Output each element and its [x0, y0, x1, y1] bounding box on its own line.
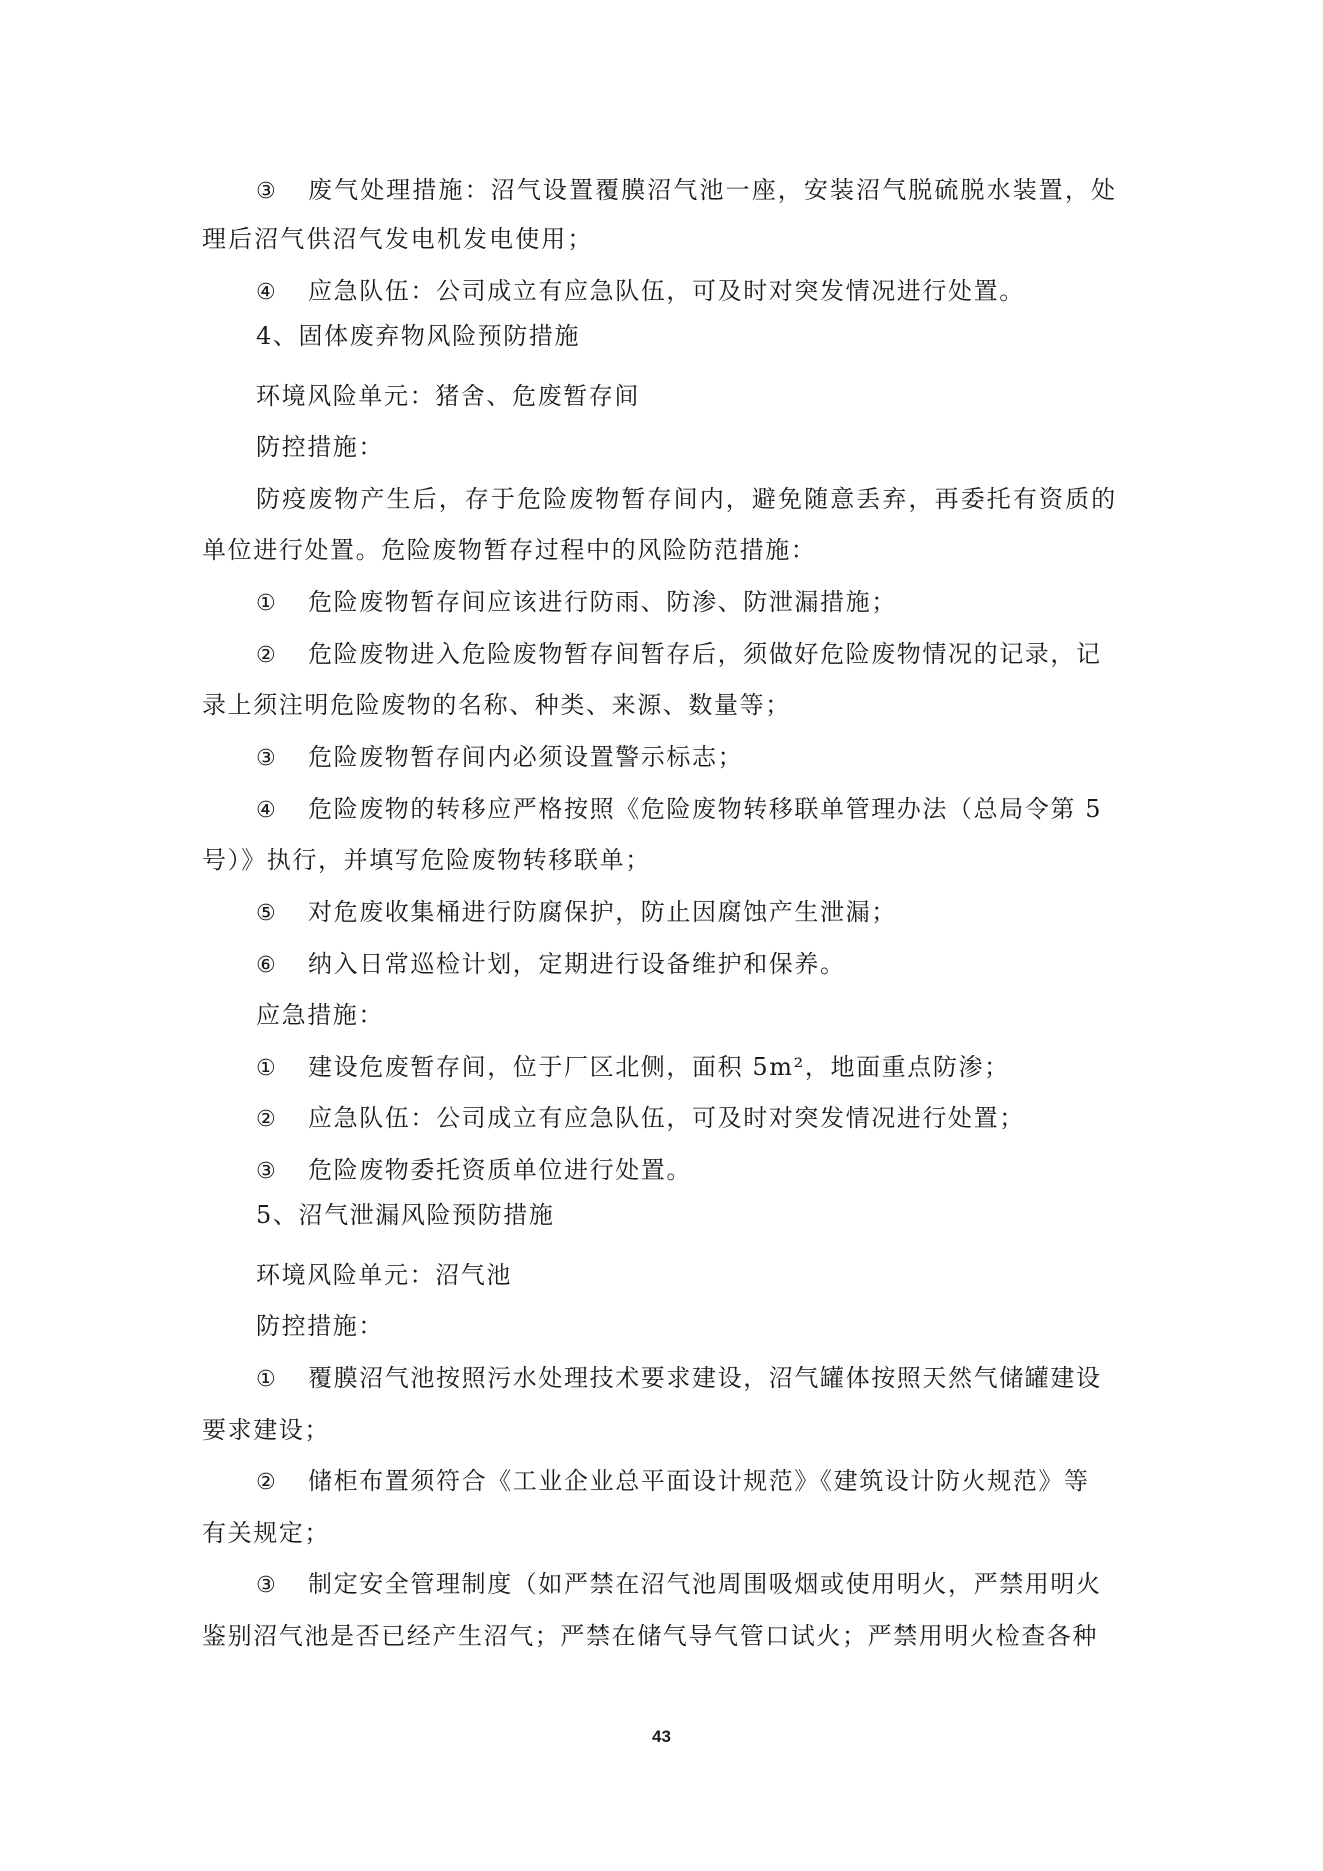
paragraph-text: 防疫废物产生后，存于危险废物暂存间内，避免随意丢弃，再委托有资质的 [256, 485, 1118, 513]
paragraph-continuation: 有关规定； [202, 1519, 330, 1547]
paragraph-text: 危险废物进入危险废物暂存间暂存后，须做好危险废物情况的记录，记 [308, 640, 1102, 668]
list-item [256, 1154, 692, 1188]
paragraph-text: 应急措施： [256, 1001, 384, 1029]
paragraph-text: 危险废物的转移应严格按照《危险废物转移联单管理办法（总局令第 5 [308, 795, 1103, 823]
paragraph-text: 废气处理措施：沼气设置覆膜沼气池一座，安装沼气脱硫脱水装置，处 [308, 176, 1118, 204]
paragraph-text: 对危废收集桶进行防腐保护，防止因腐蚀产生泄漏； [308, 898, 897, 926]
list-item [256, 638, 1102, 672]
list-item [256, 1362, 1102, 1396]
item-marker: ① [256, 1056, 278, 1081]
paragraph-continuation: 要求建设； [202, 1416, 330, 1444]
item-marker: ③ [256, 179, 278, 204]
item-marker: ⑥ [256, 953, 278, 978]
paragraph-text: 应急队伍：公司成立有应急队伍，可及时对突发情况进行处置。 [308, 277, 1025, 305]
item-marker: ③ [256, 1159, 278, 1184]
section-heading: 4、固体废弃物风险预防措施 [256, 322, 581, 350]
item-marker: ② [256, 1470, 278, 1495]
paragraph-continuation: 鉴别沼气池是否已经产生沼气；严禁在储气导气管口试火；严禁用明火检查各种 [202, 1622, 1098, 1650]
section-heading: 5、沼气泄漏风险预防措施 [256, 1201, 555, 1229]
item-marker: ① [256, 1367, 278, 1392]
item-marker: ⑤ [256, 901, 278, 926]
paragraph-text: 防控措施： [256, 1312, 384, 1340]
list-item [256, 1051, 1010, 1085]
paragraph-text: 储柜布置须符合《工业企业总平面设计规范》《建筑设计防火规范》等 [308, 1467, 1090, 1495]
list-item [256, 275, 1025, 309]
paragraph-text: 危险废物暂存间应该进行防雨、防渗、防泄漏措施； [308, 588, 897, 616]
item-marker: ② [256, 1107, 278, 1132]
paragraph-text: 危险废物委托资质单位进行处置。 [308, 1156, 692, 1184]
paragraph-continuation: 录上须注明危险废物的名称、种类、来源、数量等； [202, 691, 791, 719]
paragraph-text: 覆膜沼气池按照污水处理技术要求建设，沼气罐体按照天然气储罐建设 [308, 1364, 1102, 1392]
item-marker: ④ [256, 280, 278, 305]
item-marker: ④ [256, 798, 278, 823]
list-item [256, 1568, 1102, 1602]
list-item [256, 174, 1117, 208]
paragraph-text: 建设危废暂存间，位于厂区北侧，面积 5m²，地面重点防渗； [308, 1053, 1010, 1081]
item-marker: ③ [256, 1573, 278, 1598]
paragraph-text: 防控措施： [256, 433, 384, 461]
item-marker: ① [256, 591, 278, 616]
paragraph-continuation: 号）》执行，并填写危险废物转移联单； [202, 846, 651, 874]
paragraph-continuation: 单位进行处置。危险废物暂存过程中的风险防范措施： [202, 536, 817, 564]
page-number: 43 [652, 1727, 671, 1746]
list-item [256, 1102, 1025, 1136]
list-item [256, 1465, 1090, 1499]
item-marker: ② [256, 643, 278, 668]
paragraph-text: 制定安全管理制度（如严禁在沼气池周围吸烟或使用明火，严禁用明火 [308, 1570, 1102, 1598]
paragraph-text: 环境风险单元：沼气池 [256, 1261, 512, 1289]
paragraph-text: 危险废物暂存间内必须设置警示标志； [308, 743, 744, 771]
paragraph-continuation: 理后沼气供沼气发电机发电使用； [202, 225, 594, 253]
paragraph-text: 应急队伍：公司成立有应急队伍，可及时对突发情况进行处置； [308, 1104, 1025, 1132]
list-item [256, 741, 743, 775]
paragraph-text: 环境风险单元：猪舍、危废暂存间 [256, 382, 640, 410]
list-item [256, 896, 897, 930]
list-item [256, 948, 846, 982]
list-item [256, 586, 897, 620]
list-item [256, 793, 1102, 827]
item-marker: ③ [256, 746, 278, 771]
paragraph-text: 纳入日常巡检计划，定期进行设备维护和保养。 [308, 950, 846, 978]
